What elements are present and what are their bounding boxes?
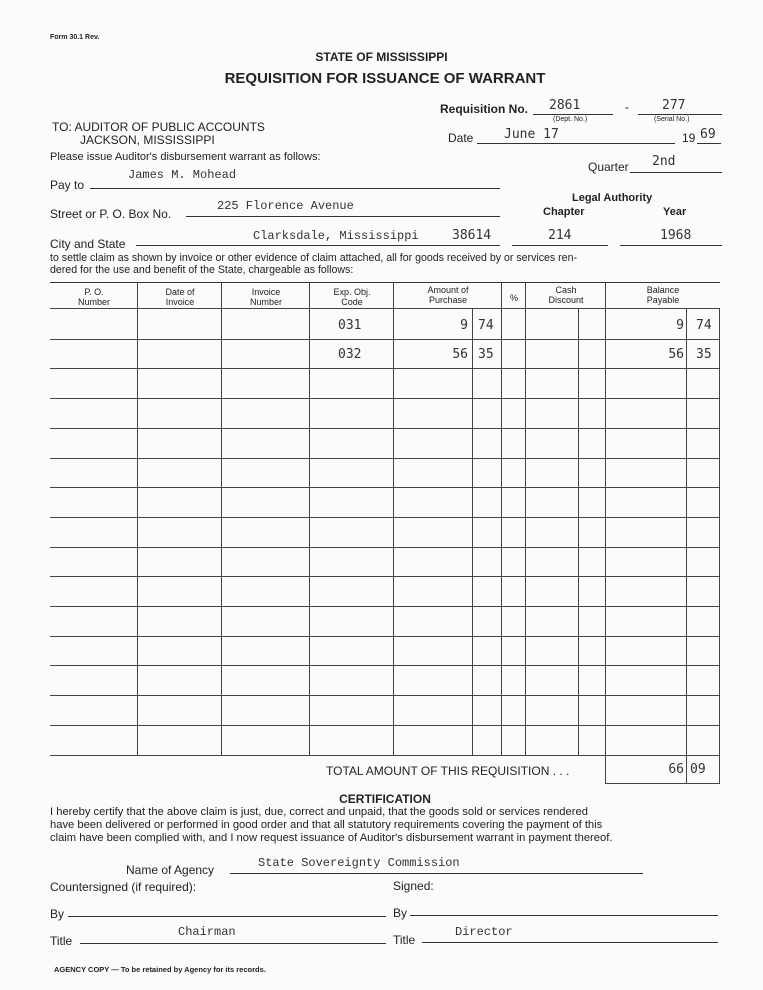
grid-column-rule	[137, 309, 138, 755]
grid-column-rule	[472, 309, 473, 755]
city-label: City and State	[50, 237, 126, 251]
settle-text-1: to settle claim as shown by invoice or other evidence of claim attached, all for goods received by or services ren-	[50, 252, 577, 264]
grid-row-rule	[50, 517, 720, 518]
grid-column-rule	[525, 309, 526, 755]
to-line-1: TO: AUDITOR OF PUBLIC ACCOUNTS	[52, 120, 265, 134]
date-value: June 17	[504, 127, 559, 142]
certification-title: CERTIFICATION	[339, 792, 431, 806]
serial-caption: (Serial No.)	[654, 116, 690, 123]
grid-column-rule	[686, 309, 687, 755]
year-prefix: 19	[682, 131, 696, 145]
countersigned-label: Countersigned (if required):	[50, 880, 197, 894]
col-cash-discount: Cash Discount	[548, 285, 584, 305]
legal-year-label: Year	[663, 206, 687, 218]
right-title-label: Title	[393, 933, 416, 947]
requisition-label: Requisition No.	[440, 102, 528, 116]
dept-caption: (Dept. No.)	[553, 116, 588, 123]
grid-row-rule	[50, 665, 720, 666]
quarter-value: 2nd	[652, 154, 676, 169]
date-label: Date	[448, 131, 474, 145]
chapter-label: Chapter	[543, 206, 585, 218]
left-by-label: By	[50, 907, 65, 921]
pay-to-value: James M. Mohead	[128, 168, 237, 182]
state-heading: STATE OF MISSISSIPPI	[315, 50, 448, 64]
grid-row-rule	[50, 547, 720, 548]
grid-column-rule	[393, 309, 394, 755]
right-title-value: Director	[455, 925, 513, 939]
legal-year-value: 1968	[660, 228, 692, 243]
row-2-amount-dollars: 56	[452, 347, 468, 362]
form-title: REQUISITION FOR ISSUANCE OF WARRANT	[224, 70, 546, 87]
zip-value: 38614	[452, 228, 492, 243]
certification-line-2: have been delivered or performed in good order and that all statutory requirements covering the payment of this	[50, 819, 603, 831]
total-dollars: 66	[668, 762, 684, 777]
right-by-label: By	[393, 906, 408, 920]
agency-name: State Sovereignty Commission	[258, 856, 460, 870]
grid-row-rule	[50, 368, 720, 369]
year-value: 69	[700, 127, 716, 142]
city-value: Clarksdale, Mississippi	[253, 229, 419, 243]
row-1-amount-dollars: 9	[460, 318, 468, 333]
grid-row-rule	[50, 339, 720, 340]
quarter-label: Quarter	[588, 160, 629, 174]
left-title-label: Title	[50, 934, 73, 948]
grid-column-rule	[309, 309, 310, 755]
instruction-text: Please issue Auditor's disbursement warrant as follows:	[50, 151, 321, 163]
grid-column-rule	[221, 309, 222, 755]
col-date: Date of Invoice	[165, 287, 195, 307]
col-exp-code: Exp. Obj. Code	[333, 287, 371, 307]
grid-row-rule	[50, 695, 720, 696]
footer-note: AGENCY COPY — To be retained by Agency for its records.	[54, 965, 266, 974]
grid-column-rule	[578, 309, 579, 755]
grid-row-rule	[50, 458, 720, 459]
certification-line-1: I hereby certify that the above claim is just, due, correct and unpaid, that the goods sold or services rendered	[50, 806, 588, 818]
grid-row-rule	[50, 636, 720, 637]
col-po: P. O. Number	[77, 287, 110, 307]
grid-row-rule	[50, 428, 720, 429]
grid-column-rule	[719, 309, 720, 755]
agency-label: Name of Agency	[126, 863, 215, 877]
row-1-balance-cents: 74	[696, 318, 712, 333]
col-percent: %	[509, 293, 518, 303]
row-2-balance-dollars: 56	[668, 347, 684, 362]
settle-text-2: dered for the use and benefit of the State, chargeable as follows:	[50, 264, 354, 276]
grid-row-rule	[50, 576, 720, 577]
total-label: TOTAL AMOUNT OF THIS REQUISITION . . .	[326, 764, 570, 778]
row-2-balance-cents: 35	[696, 347, 712, 362]
col-amount: Amount of Purchase	[427, 285, 469, 305]
row-2-code: 032	[338, 347, 362, 362]
grid-column-rule	[605, 309, 606, 755]
row-1-balance-dollars: 9	[676, 318, 684, 333]
chapter-value: 214	[548, 228, 572, 243]
dept-number: 2861	[549, 98, 581, 113]
col-balance: Balance Payable	[646, 285, 680, 305]
street-label: Street or P. O. Box No.	[50, 207, 172, 221]
left-title-value: Chairman	[178, 925, 236, 939]
row-1-amount-cents: 74	[478, 318, 494, 333]
form-number: Form 30.1 Rev.	[50, 34, 100, 41]
row-1-code: 031	[338, 318, 362, 333]
legal-authority-label: Legal Authority	[572, 192, 653, 204]
grid-row-rule	[50, 487, 720, 488]
col-invoice: Invoice Number	[249, 287, 282, 307]
grid-column-rule	[501, 309, 502, 755]
requisition-dash: -	[625, 100, 629, 114]
pay-to-label: Pay to	[50, 178, 85, 192]
street-value: 225 Florence Avenue	[217, 199, 354, 213]
certification-line-3: claim have been complied with, and I now request issuance of Auditor's disbursement warrant in payment thereof.	[50, 832, 613, 844]
signed-label: Signed:	[393, 879, 434, 893]
grid-row-rule	[50, 398, 720, 399]
serial-number: 277	[662, 98, 686, 113]
grid-row-rule	[50, 606, 720, 607]
row-2-amount-cents: 35	[478, 347, 494, 362]
to-line-2: JACKSON, MISSISSIPPI	[80, 133, 215, 147]
grid-row-rule	[50, 725, 720, 726]
grid-row-rule	[50, 755, 720, 756]
total-cents: 09	[690, 762, 706, 777]
